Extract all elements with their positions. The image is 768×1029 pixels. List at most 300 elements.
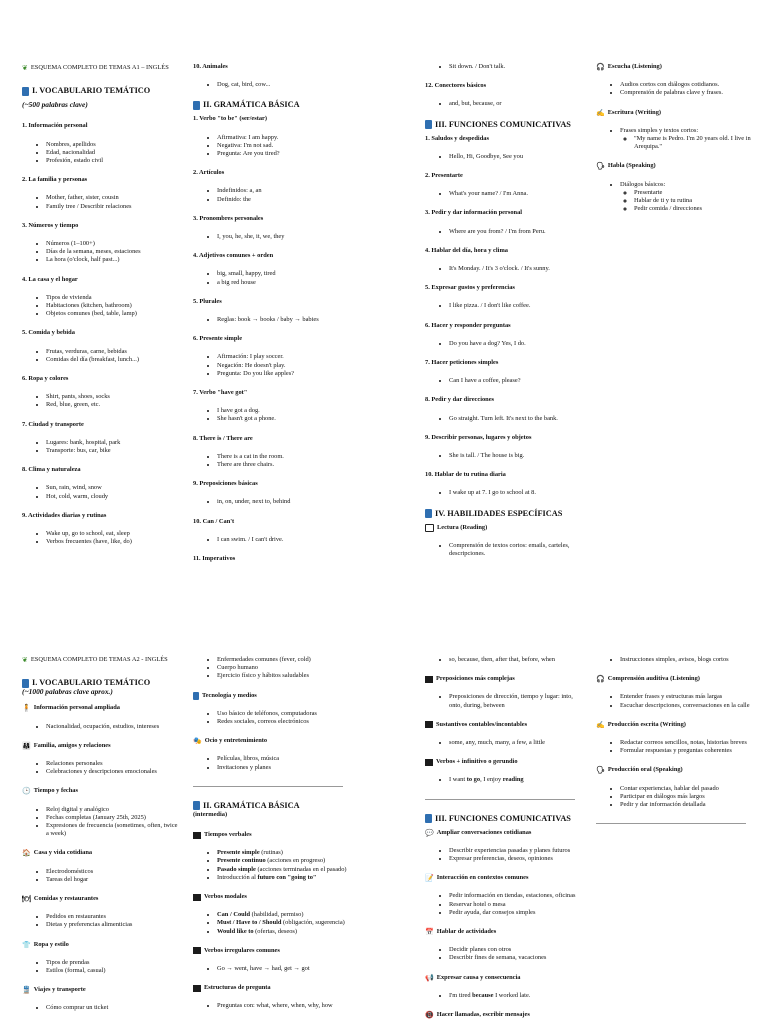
list-item [217,857,351,865]
group-heading: 11. Imperativos [193,555,236,563]
heading-text: 5. Comida y bebida [22,329,75,337]
list-item: • Pedidos en restaurantes [46,913,180,921]
group-heading [22,512,180,520]
list-item: • in, on, under, next to, behind [217,498,351,506]
list-item: • I like pizza. / I don't like coffee. [449,302,583,310]
list-item [449,992,583,1000]
item-text: I worked late. [493,991,531,999]
sub-list-item: ◦ Hablar de ti y tu rutina [634,197,754,205]
book-icon [193,101,200,110]
a2-column-2 [193,656,351,1022]
group-heading [22,849,180,857]
list-item: • so, because, then, after that, before, when [449,656,583,664]
heading-text: Tiempo y fechas [33,787,78,795]
prep-heading [425,675,583,683]
group-heading [193,169,351,177]
section-title: II. GRAMÁTICA BÁSICA [203,100,300,110]
sub-list-item: ◦ "My name is Pedro. I'm 20 years old. I live in Arequipa." [634,135,754,151]
heading-text: Ropa y estilo [33,940,69,948]
group-heading [193,115,351,123]
group-list [22,723,180,731]
list-item: • Celebraciones y descripciones emocionales [46,768,180,776]
bold-term: Presente simple [217,849,260,857]
heading-text: 10. Hablar de tu rutina diaria [425,471,506,479]
group-list [425,693,583,709]
topic-icon: 🕒 [22,787,31,796]
list-item: • Cuerpo humano [217,664,351,672]
list-item: • There are three chairs. [217,461,351,469]
group-list [596,739,754,755]
section-title: III. FUNCIONES COMUNICATIVAS [435,813,571,823]
list-item: • Reservar hotel o mesa [449,901,583,909]
black-square-icon [193,894,201,901]
group-heading [193,215,351,223]
list-item: • Fechas completas (January 25th, 2025) [46,814,180,822]
divider [425,799,575,800]
list-item: • Cómo comprar un ticket [46,1004,180,1012]
sub-list [620,189,754,214]
item-text: I'm tired [449,991,473,999]
list-item: • Preposiciones de dirección, tiempo y lugar: into, onto, during, between [449,693,583,709]
list-item: • Transporte: bus, car, bike [46,447,180,455]
group-list [425,489,583,497]
list-item: • Where are you from? / I'm from Peru. [449,228,583,236]
a1-column-1 [22,64,180,558]
group-list [193,849,351,882]
list-item: • Shirt, pants, shoes, socks [46,393,180,401]
writing-heading [596,109,754,117]
list-item: • Pedir información en tiendas, estaciones, oficinas [449,892,583,900]
headphones-icon: 🎧 [596,675,605,684]
group-list [193,187,351,203]
a1-grammar-groups [193,115,351,544]
open-book-icon [425,524,434,532]
a2-column-3 [425,656,583,1029]
black-square-icon [193,985,201,992]
heading-text: Expresar causa y consecuencia [436,973,521,981]
item-text: (acciones en progreso) [265,857,326,865]
group-heading [22,122,180,130]
a1-title [22,64,180,72]
list-item: • Afirmativa: I am happy. [217,134,351,142]
list-item: • Verbos frecuentes (have, like, do) [46,538,180,546]
topic-icon: 🚆 [22,986,31,995]
list-item: • Pregunta: Do you like apples? [217,370,351,378]
section-subtitle: (intermedia) [193,810,228,818]
heading-text: 3. Pronombres personales [193,214,264,222]
group-heading [425,135,583,143]
list-item: • a big red house [217,279,351,287]
heading-text: 4. Adjetivos comunes + orden [193,252,274,260]
writing-heading [596,721,754,729]
cause-heading [425,974,583,982]
irregular-heading [193,947,351,955]
a2-section-gramatica [193,801,351,811]
group-list [193,81,351,89]
list-item: • She is tall. / The house is big. [449,452,583,460]
topic-icon: 🏠 [22,849,31,858]
list-item: • Formular respuestas y preguntas coherentes [620,747,754,755]
list-item: • Nacionalidad, ocupación, estudios, intereses [46,723,180,731]
group-list [425,739,583,747]
heading-text: 7. Verbo "have got" [193,389,248,397]
a2-column-4 [596,656,754,838]
group-list [193,316,351,324]
book-icon [22,87,29,96]
list-item: • Do you have a dog? Yes, I do. [449,340,583,348]
group-list [193,965,351,973]
group-list [425,190,583,198]
calendar-icon: 📅 [425,928,434,937]
group-list [596,656,754,664]
list-item: • Afirmación: I play soccer. [217,353,351,361]
group-list [22,530,180,546]
group-list [596,127,754,152]
heading-text: 7. Ciudad y transporte [22,420,84,428]
group-list [22,393,180,409]
writing-hand-icon: ✍ [596,108,605,117]
list-item [217,928,351,936]
heading-text: Verbos modales [204,893,247,901]
list-item: • Definido: the [217,196,351,204]
group-list [425,100,583,108]
heading-text: Producción oral (Speaking) [607,766,683,774]
list-item: • I can swim. / I can't drive. [217,536,351,544]
group-heading [193,435,351,443]
list-item: • Describir experiencias pasadas y planes futuros [449,847,583,855]
heading-text: 4. Hablar del día, hora y clima [425,246,508,254]
list-item: • Estilos (formal, casual) [46,967,180,975]
writing-hand-icon: ✍ [596,720,605,729]
list-item: • Frutas, verduras, carne, bebidas [46,348,180,356]
item-text: I want [449,776,467,784]
heading-text: Información personal ampliada [33,704,120,712]
heading-text: 2. Presentarte [425,172,463,180]
list-item: • Decidir planes con otros [449,946,583,954]
group-list [425,63,583,71]
headphones-icon: 🎧 [596,63,605,71]
list-item: • Expresar preferencias, deseos, opiniones [449,855,583,863]
sub-list-item: ◦ Pedir comida / direcciones [634,205,754,213]
list-item: • Negación: He doesn't play. [217,362,351,370]
group-heading [22,704,180,712]
group-list [193,270,351,286]
list-item: • Objetos comunes (bed, table, lamp) [46,310,180,318]
group-heading [193,335,351,343]
heading-text: Hacer llamadas, escribir mensajes [436,1011,530,1019]
list-item: • Expresiones de frecuencia (sometimes, often, twice a week) [46,822,180,838]
a1-column-4 [596,63,754,224]
group-list [425,992,583,1000]
bold-term: reading [502,776,524,784]
list-item: • Comidas del día (breakfast, lunch...) [46,356,180,364]
heading-text: 8. There is / There are [193,434,253,442]
list-item: • Nombres, apellidos [46,141,180,149]
group-list [193,407,351,423]
group-heading [425,396,583,404]
list-item: • Días de la semana, meses, estaciones [46,248,180,256]
list-item: • Habitaciones (kitchen, bathroom) [46,302,180,310]
a1-column-2 [193,63,351,573]
heading-text: Producción escrita (Writing) [607,720,686,728]
heading-text: 8. Pedir y dar direcciones [425,396,495,404]
list-item: • Negativa: I'm not sad. [217,142,351,150]
list-item: • Uso básico de teléfonos, computadoras [217,710,351,718]
list-item: • Indefinidos: a, an [217,187,351,195]
group-list [425,892,583,917]
group-list [193,498,351,506]
list-item [217,874,351,882]
list-item: • Reloj digital y analógico [46,806,180,814]
group-list [425,340,583,348]
group-list [22,240,180,265]
group-heading [425,284,583,292]
group-heading [193,518,351,526]
heading-text: 8. Clima y naturaleza [22,466,81,474]
speech-bubble-icon: 💬 [425,828,434,837]
heading-text: 10. Can / Can't [193,517,235,525]
list-item: • Hello, Hi, Goodbye, See you [449,153,583,161]
group-list [193,134,351,159]
list-item: • Hot, cold, warm, cloudy [46,493,180,501]
group-list [22,439,180,455]
list-item: • Preguntas con: what, where, when, why, how [217,1002,351,1010]
heading-text: 1. Saludos y despedidas [425,134,489,142]
heading-text: 6. Hacer y responder preguntas [425,321,511,329]
group-heading [425,247,583,255]
group-list [425,153,583,161]
activities-heading [425,928,583,936]
heading-text: Escritura (Writing) [607,108,662,116]
a1-title-text: ESQUEMA COMPLETO DE TEMAS A1 – INGLÉS [30,64,169,71]
list-item: • Family tree / Describir relaciones [46,203,180,211]
list-item: • Películas, libros, música [217,755,351,763]
leisure-heading [193,737,351,745]
group-list [193,911,351,936]
group-list [22,484,180,500]
a2-section-funciones [425,814,583,824]
list-item: • Can I have a coffee, please? [449,377,583,385]
list-item: • Electrodomésticos [46,868,180,876]
sub-list [620,135,754,151]
group-heading [22,986,180,994]
list-item [217,911,351,919]
group-heading: 12. Conectores básicos [425,82,487,90]
group-heading [22,222,180,230]
topic-icon: 🧍 [22,704,31,713]
black-square-icon [425,676,433,683]
list-item: • Redes sociales, correos electrónicos [217,718,351,726]
section-title: I. VOCABULARIO TEMÁTICO [32,678,151,688]
heading-text: Hablar de actividades [436,928,497,936]
list-item: • She hasn't got a phone. [217,415,351,423]
heading-text: 6. Ropa y colores [22,375,69,383]
group-heading [22,329,180,337]
black-square-icon [193,947,201,954]
group-list [22,760,180,776]
a1-section-vocabulario [22,86,180,96]
black-square-icon [425,759,433,766]
speaking-heading [596,162,754,170]
phone-icon: 📵 [425,1011,434,1020]
heading-text: 9. Describir personas, lugares y objetos [425,433,532,441]
book-icon [425,814,432,823]
group-heading [22,466,180,474]
section-title: II. GRAMÁTICA BÁSICA [203,800,300,810]
group-list [425,542,583,558]
group-list [22,868,180,884]
section-title: I. VOCABULARIO TEMÁTICO [32,86,151,96]
item-text: (ofertas, deseos) [253,927,298,935]
a2-title [22,656,180,664]
heading-text: Ocio y entretenimiento [204,737,268,745]
list-item: • and, but, because, or [449,100,583,108]
verbs-heading [425,758,583,766]
speaking-head-icon: 🗣 [596,162,605,171]
group-heading [22,787,180,795]
list-item: • Tareas del hogar [46,876,180,884]
group-heading [193,389,351,397]
a2-vocab-groups [22,704,180,1012]
group-heading [22,895,180,903]
group-heading [425,359,583,367]
modals-heading [193,893,351,901]
tenses-heading [193,831,351,839]
group-list [22,348,180,364]
item-text: Introducción al [217,873,258,881]
group-list [193,233,351,241]
a1-column-3 [425,63,583,569]
topic-icon: 🍽 [22,895,31,904]
group-heading [22,375,180,383]
list-item: • Instrucciones simples, avisos, blogs cortos [620,656,754,664]
bold-term: Would like to [217,927,254,935]
group-heading [22,176,180,184]
list-item [620,127,754,152]
calls-heading [425,1011,583,1019]
list-item: • Edad, nacionalidad [46,149,180,157]
heading-text: Familia, amigos y relaciones [33,741,111,749]
heading-text: 1. Verbo "to be" (ser/estar) [193,115,268,123]
item-text: Frases simples y textos cortos: [620,126,699,134]
list-item: • I, you, he, she, it, we, they [217,233,351,241]
a1-section-funciones [425,120,583,130]
list-item: • Pedir y dar información detallada [620,801,754,809]
book-icon [425,120,432,129]
group-list [193,1002,351,1010]
group-list [425,377,583,385]
list-item: • Escuchar descripciones, conversaciones en la calle [620,702,754,710]
group-heading [425,471,583,479]
list-item: • I wake up at 7. I go to school at 8. [449,489,583,497]
item-text: , I enjoy [480,776,503,784]
list-item [449,776,583,784]
group-list [22,194,180,210]
a1-section-habilidades [425,509,583,519]
group-heading [425,209,583,217]
group-list [22,141,180,166]
heading-text: 9. Preposiciones básicas [193,480,258,488]
list-item: • Relaciones personales [46,760,180,768]
list-item: • Audios cortos con diálogos cotidianos. [620,81,754,89]
list-item: • Sun, rain, wind, snow [46,484,180,492]
list-item: • Sit down. / Don't talk. [449,63,583,71]
group-list [425,265,583,273]
phone-icon [193,692,199,700]
topic-icon: 👕 [22,940,31,949]
list-item: • big, small, happy, tired [217,270,351,278]
item-text: (rutinas) [259,849,283,857]
bold-term: to go [466,776,481,784]
group-list [22,959,180,975]
group-list [193,755,351,771]
item-text: (acciones terminadas en el pasado) [255,865,347,873]
list-item: • Entender frases y estructuras más largas [620,693,754,701]
list-item: • Dog, cat, bird, cow... [217,81,351,89]
group-list [22,1004,180,1012]
heading-text: Casa y vida cotidiana [33,849,93,857]
heading-text: 7. Hacer peticiones simples [425,359,499,367]
list-item: • Invitaciones y planes [217,764,351,772]
heading-text: 6. Presente simple [193,335,243,343]
group-heading [22,941,180,949]
reading-heading [425,524,583,532]
list-item: • Mother, father, sister, cousin [46,194,180,202]
divider [596,823,746,824]
item-text: (obligación, sugerencia) [281,919,345,927]
a1-vocab-subtitle: (~500 palabras clave) [22,100,88,110]
group-list [425,228,583,236]
listening-heading [596,63,754,71]
sprout-icon: ❦ [22,656,28,664]
conv-heading [425,829,583,837]
group-heading: 10. Animales [193,63,228,70]
heading-text: 2. Artículos [193,169,225,177]
group-heading [193,480,351,488]
nouns-heading [425,721,583,729]
heading-text: 5. Expresar gustos y preferencias [425,284,515,292]
a1-functions-groups [425,135,583,498]
heading-text: Viajes y transporte [33,986,86,994]
list-item: • Go straight. Turn left. It's next to the bank. [449,415,583,423]
black-square-icon [193,832,201,839]
megaphone-icon: 📢 [425,973,434,982]
bold-term: Presente continuo [217,857,266,865]
a2-vocab-subtitle: (~1000 palabras clave aprox.) [22,687,113,697]
group-list [425,452,583,460]
group-heading [425,322,583,330]
list-item: • Red, blue, green, etc. [46,401,180,409]
book-icon [425,509,432,518]
group-list [425,847,583,863]
group-list [596,81,754,97]
list-item: • Números (1–100+) [46,240,180,248]
list-item [217,866,351,874]
group-heading [22,276,180,284]
list-item: • Describir fines de semana, vacaciones [449,954,583,962]
list-item: • Go → went, have → had, get → got [217,965,351,973]
list-item: • Pedir ayuda, dar consejos simples [449,909,583,917]
group-list [425,656,583,664]
heading-text: Lectura (Reading) [437,523,488,531]
list-item: • Tipos de prendas [46,959,180,967]
heading-text: Escucha (Listening) [607,63,662,70]
group-heading [425,434,583,442]
list-item [217,919,351,927]
section-title: IV. HABILIDADES ESPECÍFICAS [435,508,563,518]
heading-text: Comprensión auditiva (Listening) [607,675,700,683]
list-item: • Pregunta: Are you tired? [217,150,351,158]
